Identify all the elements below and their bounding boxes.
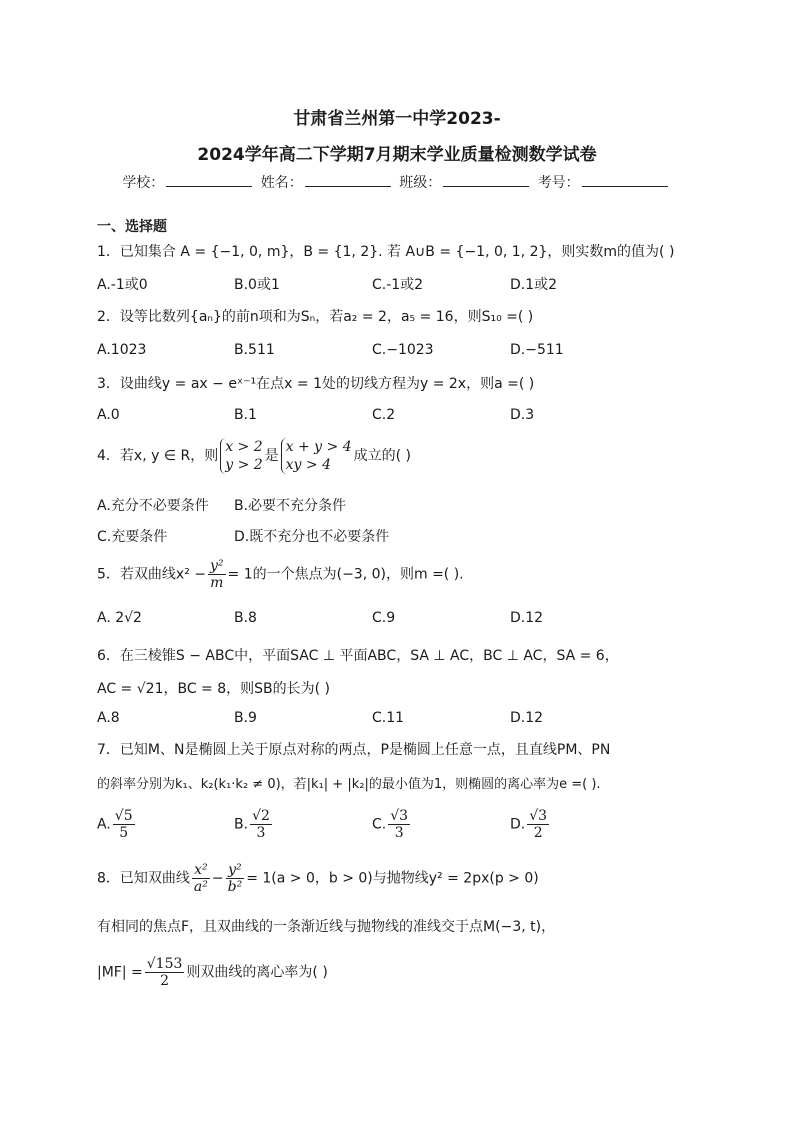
q6-option-a[interactable]: A.8 bbox=[97, 710, 120, 726]
q3-option-b[interactable]: B.1 bbox=[234, 407, 257, 423]
question-8-line-2: 有相同的焦点F，且双曲线的一条渐近线与抛物线的准线交于点M(−3, t)， bbox=[97, 919, 556, 935]
name-label: 姓名： bbox=[260, 175, 303, 191]
question-3: 3．设曲线y = ax − eˣ⁻¹在点x = 1处的切线方程为y = 2x，则a =( ) bbox=[97, 376, 535, 392]
question-6-line-1: 6．在三棱锥S − ABC中，平面SAC ⊥ 平面ABC，SA ⊥ AC，BC ⊥ AC，SA = 6， bbox=[97, 648, 619, 664]
q8-fraction-mf: $\frac{√153}{2}$ bbox=[146, 956, 183, 989]
q5-option-c[interactable]: C.9 bbox=[372, 610, 396, 626]
school-label: 学校： bbox=[122, 175, 165, 191]
question-8-line-3: |MF| = $\frac{√153}{2}$ 则双曲线的离心率为( ) bbox=[97, 956, 328, 989]
question-7-line-1: 7．已知M、N是椭圆上关于原点对称的两点，P是椭圆上任意一点，且直线PM、PN bbox=[97, 742, 611, 758]
q2-option-b[interactable]: B.511 bbox=[234, 342, 275, 358]
q4-option-c[interactable]: C.充要条件 bbox=[97, 529, 168, 545]
q4-option-b[interactable]: B.必要不充分条件 bbox=[234, 498, 347, 514]
q7-option-a[interactable]: A. $\frac{√5}{5}$ bbox=[97, 808, 133, 841]
q6-option-c[interactable]: C.11 bbox=[372, 710, 405, 726]
q7-option-d[interactable]: D. $\frac{√3}{2}$ bbox=[510, 808, 548, 841]
q1-option-b[interactable]: B.0或1 bbox=[234, 277, 280, 293]
q6-option-b[interactable]: B.9 bbox=[234, 710, 257, 726]
q5-prefix: 5．若双曲线x² − bbox=[97, 566, 206, 583]
q4-mid: 是 bbox=[264, 448, 279, 464]
school-blank[interactable] bbox=[166, 174, 252, 187]
q5-option-b[interactable]: B.8 bbox=[234, 610, 257, 626]
q5-fraction: $\frac{\text{y²}}{m}$ bbox=[210, 558, 224, 591]
question-6-line-2: AC = √21，BC = 8，则SB的长为( ) bbox=[97, 681, 331, 697]
class-blank[interactable] bbox=[443, 174, 529, 187]
question-2: 2．设等比数列{aₙ}的前n项和为Sₙ，若a₂ = 2，a₅ = 16，则S₁₀ =( ) bbox=[97, 309, 534, 325]
q5-option-a[interactable]: A. 2√2 bbox=[97, 610, 142, 626]
q4-prefix: 4．若x, y ∈ R，则 bbox=[97, 448, 219, 464]
q4-system-1: x > 2 y > 2 bbox=[220, 438, 262, 474]
q7-option-c[interactable]: C. $\frac{√3}{3}$ bbox=[372, 808, 409, 841]
q3-option-c[interactable]: C.2 bbox=[372, 407, 396, 423]
q4-system-2: x + y > 4 xy > 4 bbox=[281, 438, 352, 474]
class-label: 班级： bbox=[399, 175, 442, 191]
student-info-row bbox=[0, 172, 794, 192]
question-4 bbox=[97, 438, 411, 474]
q4-option-a[interactable]: A.充分不必要条件 bbox=[97, 498, 209, 514]
q1-option-c[interactable]: C.-1或2 bbox=[372, 277, 424, 293]
q3-option-a[interactable]: A.0 bbox=[97, 407, 120, 423]
q1-option-d[interactable]: D.1或2 bbox=[510, 277, 558, 293]
q2-option-a[interactable]: A.1023 bbox=[97, 342, 147, 358]
exam-no-label: 考号： bbox=[537, 175, 580, 191]
q6-option-d[interactable]: D.12 bbox=[510, 710, 544, 726]
title-line-1: 甘肃省兰州第一中学2023- bbox=[293, 109, 501, 129]
exam-no-blank[interactable] bbox=[582, 174, 668, 187]
q3-option-d[interactable]: D.3 bbox=[510, 407, 535, 423]
q7-option-b[interactable]: B. $\frac{√2}{3}$ bbox=[234, 808, 270, 841]
q4-option-d[interactable]: D.既不充分也不必要条件 bbox=[234, 529, 390, 545]
question-5 bbox=[97, 558, 464, 591]
q4-suffix: 成立的( ) bbox=[353, 448, 412, 464]
question-8-line-1: 8．已知双曲线 $\frac{\text{x²}}{\text{a²}}$ − $\frac{\text{y²}}{\text{b²}}$ = 1(a > 0，b > 0)与抛物线y² = 2px(p > 0) bbox=[97, 862, 539, 895]
q2-option-c[interactable]: C.−1023 bbox=[372, 342, 434, 358]
title-line-2: 2024学年高二下学期7月期末学业质量检测数学试卷 bbox=[197, 145, 597, 165]
q1-option-a[interactable]: A.-1或0 bbox=[97, 277, 148, 293]
name-blank[interactable] bbox=[305, 174, 391, 187]
q8-fraction-y: $\frac{\text{y²}}{\text{b²}}$ bbox=[227, 862, 243, 895]
q5-option-d[interactable]: D.12 bbox=[510, 610, 544, 626]
question-1: 1．已知集合 A = {−1, 0, m}，B = {1, 2}. 若 A∪B = {−1, 0, 1, 2}，则实数m的值为( ) bbox=[97, 244, 675, 260]
section-heading: 一、选择题 bbox=[97, 219, 167, 235]
question-7-line-2: 的斜率分别为k₁、k₂(k₁·k₂ ≠ 0)，若|k₁| + |k₂|的最小值为1，则椭圆的离心率为e =( ). bbox=[97, 777, 601, 792]
q5-suffix: = 1的一个焦点为(−3, 0)，则m =( ). bbox=[227, 566, 464, 583]
q8-fraction-x: $\frac{\text{x²}}{\text{a²}}$ bbox=[193, 862, 208, 895]
q2-option-d[interactable]: D.−511 bbox=[510, 342, 564, 358]
